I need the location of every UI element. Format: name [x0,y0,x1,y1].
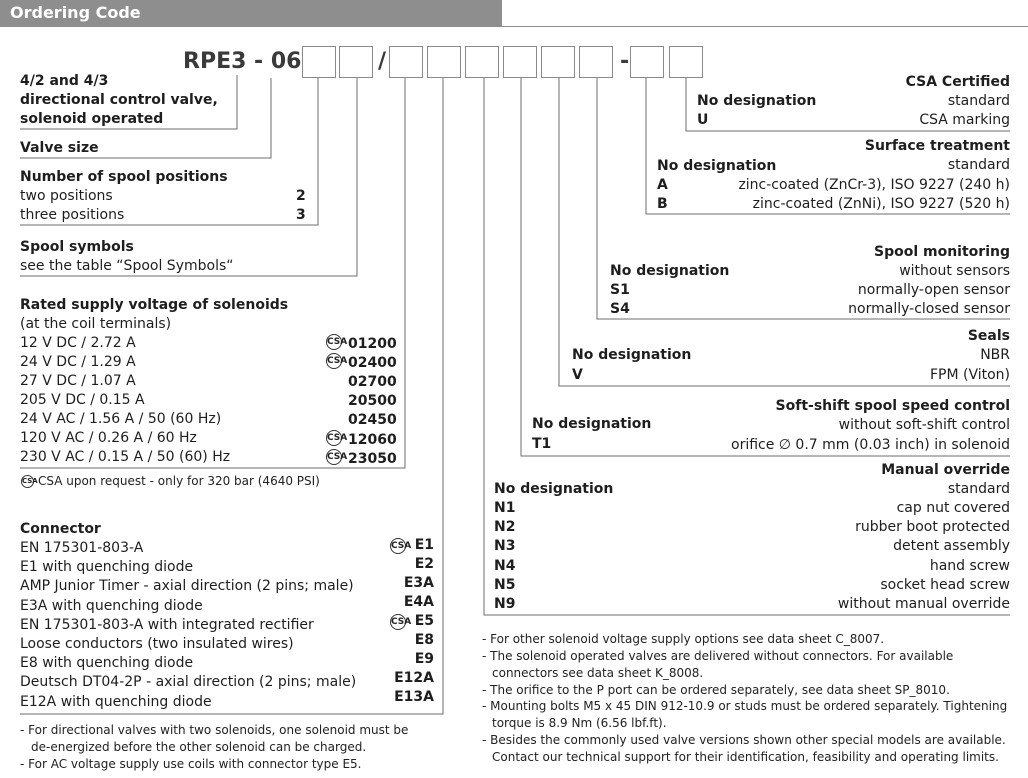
option-code: No designation [494,481,614,497]
option-label: without sensors [899,263,1010,279]
connector-code: E13A [394,689,434,705]
valve-type-line3: solenoid operated [20,111,164,127]
connector-label: AMP Junior Timer - axial direction (2 pins; male) [20,578,354,594]
option-code: U [697,112,709,128]
connector-code: E8 [414,632,434,648]
csa-icon: CSA [326,353,342,369]
voltage-code: 02700 [348,374,397,390]
csa-certified-title: CSA Certified [905,74,1010,90]
option-code: S4 [610,301,630,317]
option-code: T1 [532,436,552,452]
connector-code: E4A [403,594,434,610]
connector-label: E3A with quenching diode [20,598,203,614]
right-note: torque is 8.9 Nm (6.56 lbf.ft). [492,716,667,730]
option-code: N5 [494,577,516,593]
connector-label: Loose conductors (two insulated wires) [20,636,294,652]
option-code: N3 [494,538,516,554]
connector-code: E12A [394,670,434,686]
option-label: FPM (Viton) [929,367,1010,383]
option-label: without soft-shift control [838,417,1010,433]
option-label: hand screw [929,558,1010,574]
option-code: No designation [610,263,730,279]
connector-code: E2 [414,556,434,572]
option-code: N4 [494,558,516,574]
spool-symbols-title: Spool symbols [20,239,134,255]
option-code: V [572,367,583,383]
right-note: - For other solenoid voltage supply options see data sheet C_8007. [482,632,885,646]
csa-icon: CSA [326,430,342,446]
spool-positions-title: Number of spool positions [20,169,228,185]
csa-icon: CSA [21,475,34,488]
voltage-code: 20500 [348,393,397,409]
voltage-label: 24 V DC / 1.29 A [20,354,136,370]
option-label: without manual override [837,596,1010,612]
option-label: socket head screw [880,577,1010,593]
voltage-title: Rated supply voltage of solenoids [20,297,289,313]
option-code: No designation [572,347,692,363]
right-note: - Besides the commonly used valve versions shown other special models are available. [482,733,1006,747]
left-note: - For AC voltage supply use coils with connector type E5. [20,757,362,771]
option-label: zinc-coated (ZnCr-3), ISO 9227 (240 h) [738,177,1010,193]
manual-override-title: Manual override [881,462,1010,478]
valve-size-title: Valve size [20,140,99,156]
right-note: connectors see data sheet K_8008. [492,666,704,680]
csa-icon: CSA [390,614,406,630]
option-code: B [657,196,668,212]
valve-type-line1: 4/2 and 4/3 [20,73,109,89]
code-separator-slash: / [378,49,387,74]
left-note: de-energized before the other solenoid can be charged. [31,740,367,754]
connector-label: EN 175301-803-A [20,540,144,556]
option-code: N2 [494,519,516,535]
option-code: N1 [494,500,516,516]
option-code: N9 [494,596,516,612]
spool-position-label: three positions [20,207,125,223]
option-label: normally-open sensor [857,282,1010,298]
connector-label: E1 with quenching diode [20,559,194,575]
voltage-subtitle: (at the coil terminals) [20,316,172,332]
connector-label: EN 175301-803-A with integrated rectifier [20,617,314,633]
spool-monitoring-title: Spool monitoring [874,244,1010,260]
soft-shift-title: Soft-shift spool speed control [775,398,1010,414]
model-code: RPE3 - 06 [183,49,302,74]
option-label: zinc-coated (ZnNi), ISO 9227 (520 h) [752,196,1010,212]
spool-position-label: two positions [20,188,113,204]
spool-position-code: 3 [296,207,306,223]
voltage-label: 24 V AC / 1.56 A / 50 (60 Hz) [20,411,222,427]
connector-label: E12A with quenching diode [20,694,212,710]
connector-code: E1 [414,537,434,553]
option-code: S1 [610,282,630,298]
option-label: cap nut covered [896,500,1010,516]
spool-symbols-text: see the table “Spool Symbols“ [20,258,234,274]
right-note: Contact our technical support for their identification, feasibility and operating limits. [492,750,999,764]
code-separator-dash: - [620,49,630,74]
csa-icon: CSA [326,334,342,350]
option-label: standard [947,481,1010,497]
option-code: No designation [657,158,777,174]
voltage-label: 205 V DC / 0.15 A [20,392,145,408]
connector-label: Deutsch DT04-2P - axial direction (2 pins; male) [20,674,357,690]
option-code: A [657,177,668,193]
section-title: Ordering Code [10,3,141,22]
voltage-code: 01200 [348,336,397,352]
csa-note: CSA upon request - only for 320 bar (4640 PSI) [38,474,320,488]
option-label: normally-closed sensor [848,301,1010,317]
csa-icon: CSA [390,538,406,554]
voltage-code: 02450 [348,412,397,428]
option-label: standard [947,93,1010,109]
surface-title: Surface treatment [864,138,1010,154]
option-label: orifice ∅ 0.7 mm (0.03 inch) in solenoid [731,437,1010,453]
option-code: No designation [697,93,817,109]
voltage-label: 230 V AC / 0.15 A / 50 (60) Hz [20,449,231,465]
valve-type-line2: directional control valve, [20,92,218,108]
option-label: NBR [980,347,1010,363]
seals-title: Seals [967,328,1010,344]
option-label: CSA marking [919,112,1010,128]
voltage-label: 120 V AC / 0.26 A / 60 Hz [20,430,197,446]
voltage-label: 27 V DC / 1.07 A [20,373,136,389]
voltage-code: 23050 [348,451,397,467]
option-code: No designation [532,416,652,432]
voltage-code: 02400 [348,355,397,371]
spool-position-code: 2 [296,188,306,204]
right-note: - Mounting bolts M5 x 45 DIN 912-10.9 or studs must be ordered separately. Tightening [482,699,1008,713]
option-label: standard [947,157,1010,173]
voltage-code: 12060 [348,432,397,448]
connector-code: E5 [414,613,434,629]
option-label: rubber boot protected [855,519,1010,535]
csa-icon: CSA [326,449,342,465]
left-note: - For directional valves with two solenoids, one solenoid must be [20,723,409,737]
connector-title: Connector [20,521,101,537]
option-label: detent assembly [893,538,1010,554]
right-note: - The orifice to the P port can be ordered separately, see data sheet SP_8010. [482,683,950,697]
voltage-label: 12 V DC / 2.72 A [20,335,136,351]
connector-code: E3A [403,575,434,591]
right-note: - The solenoid operated valves are delivered without connectors. For available [482,649,954,663]
connector-label: E8 with quenching diode [20,655,194,671]
connector-code: E9 [414,651,434,667]
